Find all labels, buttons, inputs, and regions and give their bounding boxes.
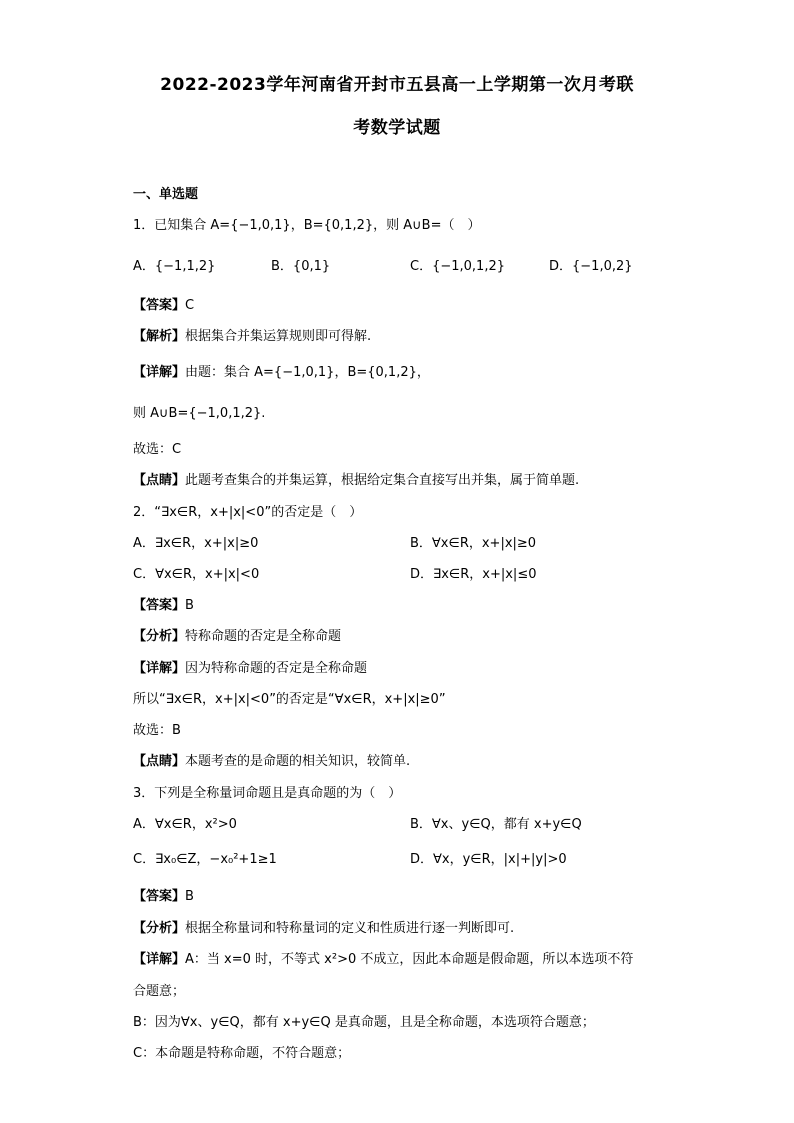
- q3-analysis: 【分析】根据全称量词和特称量词的定义和性质进行逐一判断即可.: [133, 921, 515, 936]
- q2-option-a: A．∃x∈R，x+|x|≥0: [133, 536, 259, 551]
- q3-option-c: C．∃x₀∈Z，−x₀²+1≥1: [133, 852, 277, 867]
- q3-detail-b: B：因为∀x、y∈Q，都有 x+y∈Q 是真命题，且是全称命题，本选项符合题意；: [133, 1015, 595, 1030]
- q2-stem: 2．“∃x∈R，x+|x|<0”的否定是（ ）: [133, 505, 363, 520]
- q1-option-a: A．{−1,1,2}: [133, 259, 216, 274]
- label-tag: 【点睛】: [133, 754, 186, 769]
- section-heading: 一、单选题: [133, 187, 199, 202]
- q1-detail: 【详解】由题：集合 A={−1,0,1}，B={0,1,2}，: [133, 365, 430, 380]
- document-title-line1: 2022-2023学年河南省开封市五县高一上学期第一次月考联: [160, 75, 634, 95]
- q1-detail-2: 则 A∪B={−1,0,1,2}.: [133, 406, 266, 421]
- document-title-line2: 考数学试题: [353, 118, 441, 138]
- q3-detail-cont: 合题意；: [133, 984, 186, 999]
- label-tag: 【答案】: [133, 889, 186, 904]
- q2-option-c: C．∀x∈R，x+|x|<0: [133, 567, 260, 582]
- label-tag: 【答案】: [133, 598, 186, 613]
- q1-option-b: B．{0,1}: [271, 259, 331, 274]
- q2-option-b: B．∀x∈R，x+|x|≥0: [410, 536, 537, 551]
- q2-choose: 故选：B: [133, 723, 181, 738]
- q3-detail-c: C：本命题是特称命题，不符合题意；: [133, 1046, 351, 1061]
- label-tag: 【分析】: [133, 629, 186, 644]
- label-tag: 【分析】: [133, 921, 186, 936]
- q2-detail: 【详解】因为特称命题的否定是全称命题: [133, 661, 368, 676]
- label-tag: 【点睛】: [133, 473, 186, 488]
- q2-comment: 【点睛】本题考查的是命题的相关知识，较简单.: [133, 754, 411, 769]
- q3-detail: 【详解】A：当 x=0 时，不等式 x²>0 不成立，因此本命题是假命题，所以本选项不符: [133, 952, 634, 967]
- q1-answer: 【答案】C: [133, 298, 195, 313]
- label-tag: 【详解】: [133, 365, 186, 380]
- label-tag: 【详解】: [133, 661, 186, 676]
- q3-option-d: D．∀x，y∈R，|x|+|y|>0: [410, 852, 567, 867]
- q1-stem: 1．已知集合 A={−1,0,1}，B={0,1,2}，则 A∪B=（ ）: [133, 218, 481, 233]
- label-tag: 【解析】: [133, 329, 186, 344]
- q1-option-d: D．{−1,0,2}: [549, 259, 633, 274]
- q1-analysis: 【解析】根据集合并集运算规则即可得解.: [133, 329, 372, 344]
- q2-answer: 【答案】B: [133, 598, 194, 613]
- q1-option-c: C．{−1,0,1,2}: [410, 259, 505, 274]
- q2-detail-2: 所以“∃x∈R，x+|x|<0”的否定是“∀x∈R，x+|x|≥0”: [133, 692, 446, 707]
- q1-choose: 故选：C: [133, 442, 182, 457]
- q3-answer: 【答案】B: [133, 889, 194, 904]
- label-tag: 【答案】: [133, 298, 186, 313]
- q1-comment: 【点睛】此题考查集合的并集运算，根据给定集合直接写出并集，属于简单题.: [133, 473, 580, 488]
- q2-analysis: 【分析】特称命题的否定是全称命题: [133, 629, 342, 644]
- q2-option-d: D．∃x∈R，x+|x|≤0: [410, 567, 537, 582]
- q3-option-a: A．∀x∈R，x²>0: [133, 817, 237, 832]
- q3-option-b: B．∀x、y∈Q，都有 x+y∈Q: [410, 817, 582, 832]
- label-tag: 【详解】: [133, 952, 186, 967]
- q3-stem: 3．下列是全称量词命题且是真命题的为（ ）: [133, 786, 402, 801]
